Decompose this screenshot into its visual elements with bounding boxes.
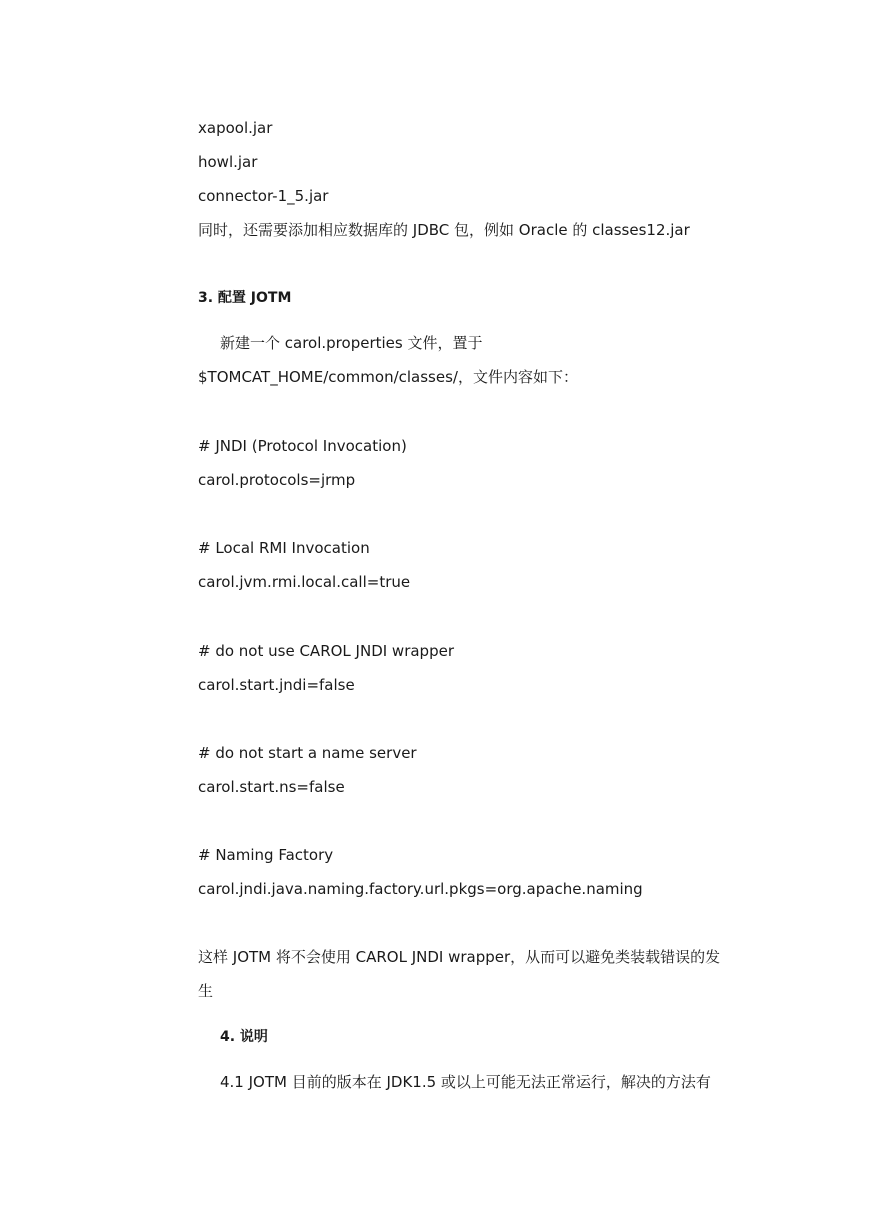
property-setting: carol.jndi.java.naming.factory.url.pkgs=org.apache.naming — [198, 880, 643, 898]
property-setting: carol.protocols=jrmp — [198, 471, 356, 489]
conclusion-line1: 这样 JOTM 将不会使用 CAROL JNDI wrapper，从而可以避免类装载错误的发 — [198, 948, 721, 966]
section4-heading: 4. 说明 — [220, 1029, 268, 1045]
conclusion-line2: 生 — [198, 982, 214, 1000]
jar-item-xapool: xapool.jar — [198, 119, 273, 137]
property-setting: carol.start.jndi=false — [198, 676, 355, 694]
property-comment: # do not start a name server — [198, 744, 417, 762]
section3-intro-line2: $TOMCAT_HOME/common/classes/，文件内容如下： — [198, 368, 578, 386]
jar-item-howl: howl.jar — [198, 153, 258, 171]
property-comment: # do not use CAROL JNDI wrapper — [198, 642, 454, 660]
jar-item-connector: connector-1_5.jar — [198, 187, 329, 205]
section3-intro-line1: 新建一个 carol.properties 文件，置于 — [220, 334, 483, 352]
section3-heading: 3. 配置 JOTM — [198, 290, 292, 306]
property-comment: # Local RMI Invocation — [198, 539, 370, 557]
section4-note-4-1: 4.1 JOTM 目前的版本在 JDK1.5 或以上可能无法正常运行，解决的方法有 — [220, 1073, 711, 1091]
property-comment: # JNDI (Protocol Invocation) — [198, 437, 407, 455]
property-comment: # Naming Factory — [198, 846, 334, 864]
property-setting: carol.jvm.rmi.local.call=true — [198, 573, 411, 591]
property-setting: carol.start.ns=false — [198, 778, 345, 796]
jdbc-note: 同时，还需要添加相应数据库的 JDBC 包，例如 Oracle 的 classes12.jar — [198, 221, 690, 239]
